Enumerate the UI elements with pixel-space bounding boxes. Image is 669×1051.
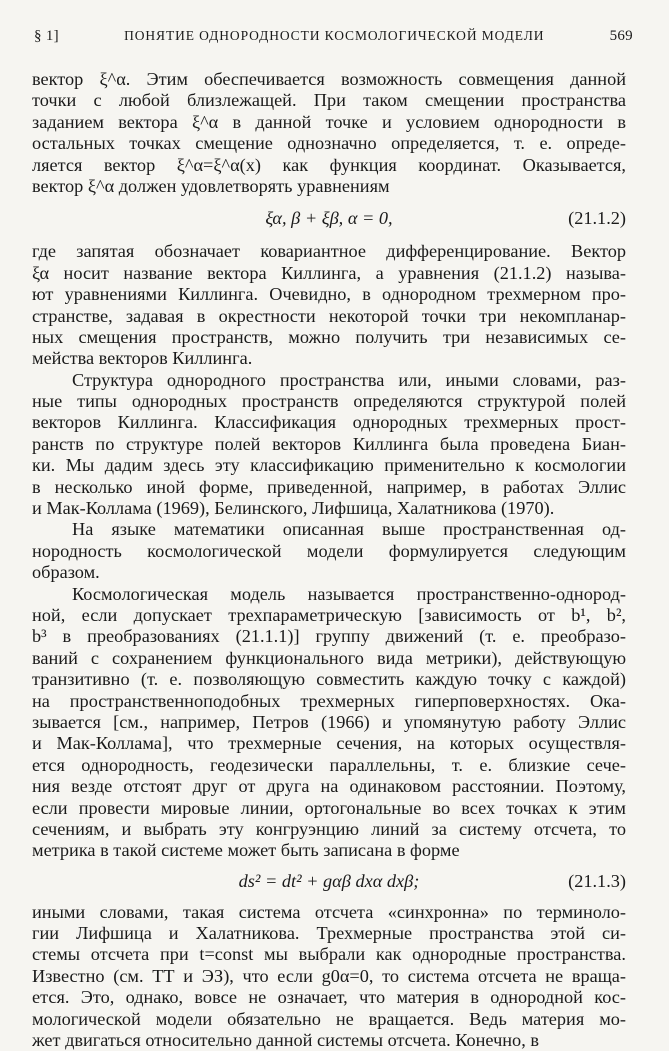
text-line: гии Лифшица и Халатникова. Трехмерные пространства этой си-: [32, 923, 626, 944]
text-line: ных смещения пространств, можно получить три независимых се-: [32, 326, 626, 347]
text-line: мейства векторов Киллинга.: [32, 348, 253, 369]
text-line: если провести мировые линии, ортогональные во всех точках к этим: [32, 797, 626, 818]
text-line: зывается [см., например, Петров (1966) и упомянутую работу Эллис: [32, 711, 626, 732]
text-line: ваний с сохранением функционального вида метрики), действующую: [32, 647, 626, 668]
text-line: Космологическая модель называется пространственно-однород-: [72, 583, 626, 604]
text-line: и Мак-Коллама (1969), Белинского, Лифшица, Халатникова (1970).: [32, 498, 555, 519]
equation-number: (21.1.2): [568, 208, 626, 229]
text-line: жет двигаться относительно данной системы отсчета. Конечно, в: [32, 1030, 539, 1051]
text-line: ной, если допускает трехпараметрическую [зависимость от b¹, b²,: [32, 604, 626, 625]
text-line: мологической модели обязательно не вращается. Ведь материя мо-: [32, 1008, 626, 1029]
text-line: и Мак-Коллама], что трехмерные сечения, на которых осуществля-: [32, 733, 626, 754]
text-line: сечениям, и выбрать эту конгруэнцию линий за систему отсчета, то: [32, 818, 626, 839]
paragraph: [32, 241, 626, 369]
paragraph: [32, 370, 626, 520]
page-body: [32, 69, 626, 1051]
text-line: ют уравнениями Киллинга. Очевидно, в однородном трехмерном про-: [32, 284, 626, 305]
running-header: [34, 28, 633, 45]
text-line: На языке математики описанная выше пространственная од-: [72, 519, 626, 540]
text-line: метрика в такой системе может быть записана в форме: [32, 840, 460, 861]
text-line: ется однородность, геодезически параллельны, т. е. близкие сече-: [32, 754, 626, 775]
text-line: ранств по структуре полей векторов Киллинга была проведена Биан-: [32, 433, 626, 454]
text-line: ется. Это, однако, вовсе не означает, что материя в однородной кос-: [32, 987, 626, 1008]
equation-formula: ds² = dt² + gαβ dxα dxβ;: [238, 870, 420, 891]
equation-21-1-2: [32, 202, 626, 234]
text-line: образом.: [32, 562, 100, 583]
text-line: транзитивно (т. е. позволяющую совместить каждую точку с каждой): [32, 669, 626, 690]
text-line: ния везде отстоят друг от друга на одинаковом расстоянии. Поэтому,: [32, 776, 626, 797]
text-line: векторов Киллинга. Классификация однородных трехмерных прост-: [32, 412, 626, 433]
text-line: нородность космологической модели формулируется следующим: [32, 540, 626, 561]
text-line: странстве, задавая в окрестности некоторой точки три некомпланар-: [32, 305, 626, 326]
page-number: 569: [609, 28, 633, 44]
text-line: стемы отсчета при t=const мы выбрали как однородные пространства.: [32, 944, 626, 965]
text-line: иными словами, такая система отсчета «синхронна» по терминоло-: [32, 901, 626, 922]
text-line: ные типы однородных пространств определяются структурой полей: [32, 391, 626, 412]
text-line: где запятая обозначает ковариантное дифференцирование. Вектор: [32, 241, 626, 262]
equation-number: (21.1.3): [568, 870, 626, 891]
text-line: заданием вектора ξ^α в данной точке и условием однородности в: [32, 111, 626, 132]
paragraph: [32, 902, 626, 1051]
equation-21-1-3: [32, 865, 626, 897]
text-line: в несколько иной форме, приведенной, например, в работах Эллис: [32, 476, 626, 497]
chapter-title: ПОНЯТИЕ ОДНОРОДНОСТИ КОСМОЛОГИЧЕСКОЙ МОДЕЛИ: [124, 28, 545, 43]
text-line: b³ в преобразованиях (21.1.1)] группу движений (т. е. преобразо-: [32, 626, 626, 647]
text-line: ξα носит название вектора Киллинга, а уравнения (21.1.2) называ-: [32, 262, 626, 283]
text-line: ки. Мы дадим здесь эту классификацию применительно к космологии: [32, 455, 626, 476]
text-line: ляется вектор ξ^α=ξ^α(x) как функция координат. Оказывается,: [32, 154, 626, 175]
section-mark: § 1]: [34, 28, 59, 44]
text-line: вектор ξ^α должен удовлетворять уравнениям: [32, 175, 390, 196]
paragraph: [32, 584, 626, 862]
text-line: вектор ξ^α. Этим обеспечивается возможность совмещения данной: [32, 69, 626, 89]
paragraph: [32, 69, 626, 197]
text-line: остальных точках смещение однозначно определяется, т. е. опреде-: [32, 133, 626, 154]
text-line: Известно (см. ТТ и ЭЗ), что если g0α=0, то система отсчета не враща-: [32, 965, 626, 986]
equation-formula: ξα, β + ξβ, α = 0,: [265, 208, 393, 229]
paragraph: [32, 519, 626, 583]
text-line: на пространственноподобных трехмерных гиперповерхностях. Ока-: [32, 690, 626, 711]
text-line: Структура однородного пространства или, иными словами, раз-: [72, 369, 626, 390]
text-line: точки с любой близлежащей. При таком смещении пространства: [32, 90, 626, 111]
